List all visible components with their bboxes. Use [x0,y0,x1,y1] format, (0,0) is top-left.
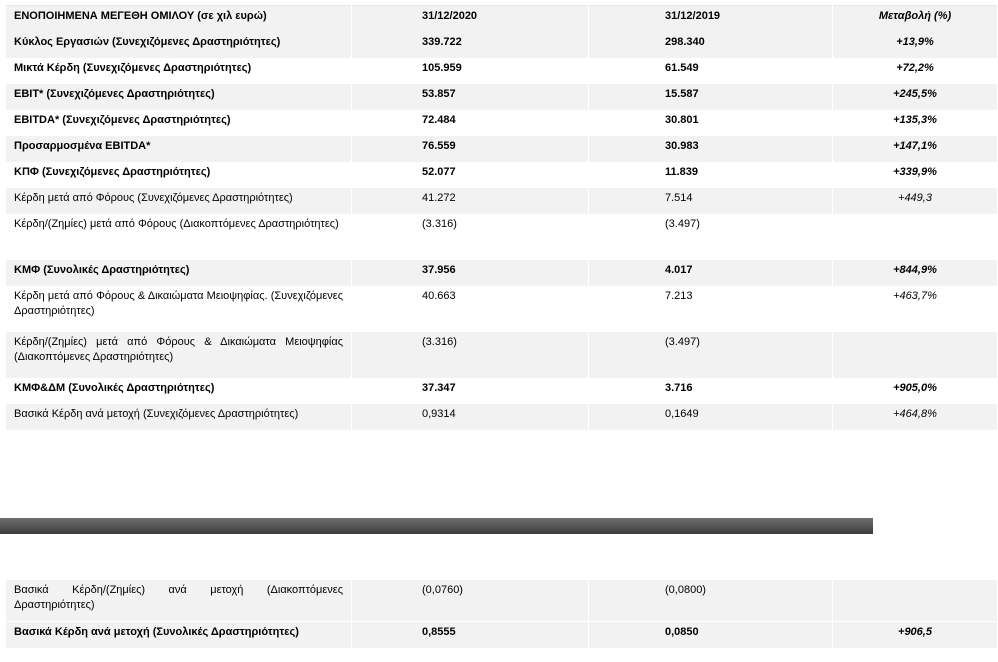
row-label: Βασικά Κέρδη ανά μετοχή (Συνεχιζόμενες Δραστηριότητες) [6,404,352,430]
table-row [6,136,998,162]
change-value: +147,1% [833,136,998,162]
table-row [6,580,998,622]
row-label: EBIT* (Συνεχιζόμενες Δραστηριότητες) [6,84,352,110]
row-label: ΚΠΦ (Συνεχιζόμενες Δραστηριότητες) [6,162,352,188]
value-2019: 7.514 [589,188,833,214]
change-value: +72,2% [833,58,998,84]
row-label: Κέρδη/(Ζημίες) μετά από Φόρους (Διακοπτόμενες Δραστηριότητες) [6,214,352,260]
value-2020: 37.956 [352,260,589,286]
table-row [6,162,998,188]
page-break-divider [0,518,873,534]
value-2020: 53.857 [352,84,589,110]
financial-table [6,5,998,430]
value-2019: 30.983 [589,136,833,162]
value-2020: 72.484 [352,110,589,136]
value-2019: 3.716 [589,378,833,404]
change-value: +245,5% [833,84,998,110]
value-2019: (0,0800) [589,580,833,622]
change-value: +844,9% [833,260,998,286]
value-2019: 4.017 [589,260,833,286]
table-row [6,188,998,214]
row-label: Κέρδη μετά από Φόρους & Δικαιώματα Μειοψηφίας. (Συνεχιζόμενες Δραστηριότητες) [6,286,352,332]
value-2020: 0,8555 [352,622,589,649]
header-change: Μεταβολή (%) [833,6,998,33]
header-label: ΕΝΟΠΟΙΗΜΕΝΑ ΜΕΓΕΘΗ ΟΜΙΛΟΥ (σε χιλ ευρώ) [6,6,352,33]
value-2020: (3.316) [352,214,589,260]
row-label: Προσαρμοσμένα EBITDA* [6,136,352,162]
value-2019: 0,1649 [589,404,833,430]
value-2020: 41.272 [352,188,589,214]
value-2020: 37.347 [352,378,589,404]
value-2020: (0,0760) [352,580,589,622]
row-label: Κύκλος Εργασιών (Συνεχιζόμενες Δραστηριότητες) [6,32,352,58]
row-label: EBITDA* (Συνεχιζόμενες Δραστηριότητες) [6,110,352,136]
value-2020: 339.722 [352,32,589,58]
financial-table-continued [6,580,998,648]
value-2019: (3.497) [589,332,833,378]
row-label: Κέρδη/(Ζημίες) μετά από Φόρους & Δικαιώματα Μειοψηφίας (Διακοπτόμενες Δραστηριότητες) [6,332,352,378]
value-2019: (3.497) [589,214,833,260]
value-2020: 0,9314 [352,404,589,430]
value-2019: 61.549 [589,58,833,84]
row-label: Βασικά Κέρδη/(Ζημίες) ανά μετοχή (Διακοπτόμενες Δραστηριότητες) [6,580,352,622]
change-value: +906,5 [833,622,998,649]
header-2020: 31/12/2020 [352,6,589,33]
table-row [6,622,998,649]
change-value [833,580,998,622]
change-value: +905,0% [833,378,998,404]
row-label: ΚΜΦ&ΔΜ (Συνολικές Δραστηριότητες) [6,378,352,404]
change-value: +464,8% [833,404,998,430]
value-2019: 30.801 [589,110,833,136]
table-row [6,260,998,286]
value-2019: 0,0850 [589,622,833,649]
change-value: +339,9% [833,162,998,188]
value-2019: 15.587 [589,84,833,110]
change-value: +13,9% [833,32,998,58]
table-header-row [6,6,998,33]
table-row [6,404,998,430]
table-row [6,286,998,332]
row-label: Μικτά Κέρδη (Συνεχιζόμενες Δραστηριότητες) [6,58,352,84]
table-row [6,84,998,110]
table-row [6,32,998,58]
value-2020: 76.559 [352,136,589,162]
change-value: +463,7% [833,286,998,332]
value-2020: 40.663 [352,286,589,332]
change-value: +449,3 [833,188,998,214]
value-2019: 298.340 [589,32,833,58]
row-label: ΚΜΦ (Συνολικές Δραστηριότητες) [6,260,352,286]
change-value [833,332,998,378]
table-row [6,332,998,378]
value-2019: 7.213 [589,286,833,332]
table-row [6,378,998,404]
value-2020: 105.959 [352,58,589,84]
header-2019: 31/12/2019 [589,6,833,33]
table-row [6,110,998,136]
value-2020: 52.077 [352,162,589,188]
value-2020: (3.316) [352,332,589,378]
change-value [833,214,998,260]
row-label: Κέρδη μετά από Φόρους (Συνεχιζόμενες Δραστηριότητες) [6,188,352,214]
table-row [6,214,998,260]
change-value: +135,3% [833,110,998,136]
value-2019: 11.839 [589,162,833,188]
table-row [6,58,998,84]
row-label: Βασικά Κέρδη ανά μετοχή (Συνολικές Δραστηριότητες) [6,622,352,649]
